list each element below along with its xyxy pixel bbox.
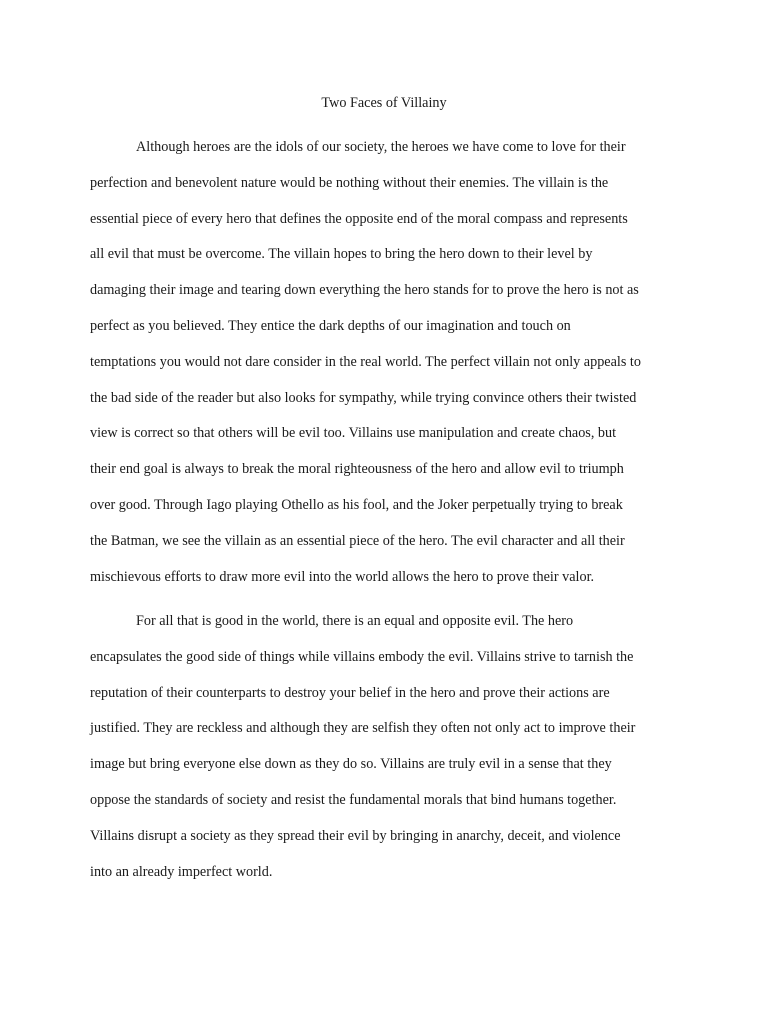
paragraph-line: justified. They are reckless and although they are selfish they often not only act to improve their	[90, 720, 636, 737]
paragraph-line: the bad side of the reader but also looks for sympathy, while trying convince others their twisted	[90, 389, 637, 406]
paragraph-line: view is correct so that others will be evil too. Villains use manipulation and create chaos, but	[90, 425, 617, 442]
paragraph-line: mischievous efforts to draw more evil into the world allows the hero to prove their valor.	[90, 568, 595, 585]
paragraph-line: image but bring everyone else down as they do so. Villains are truly evil in a sense that they	[90, 756, 612, 773]
paragraph-line: temptations you would not dare consider in the real world. The perfect villain not only appeals to	[90, 353, 641, 370]
paragraph-line: Villains disrupt a society as they spread their evil by bringing in anarchy, deceit, and violence	[90, 827, 621, 844]
paragraph-line: the Batman, we see the villain as an essential piece of the hero. The evil character and all their	[90, 532, 625, 549]
paragraph-line: perfect as you believed. They entice the dark depths of our imagination and touch on	[90, 317, 571, 334]
paragraph-line: all evil that must be overcome. The villain hopes to bring the hero down to their level by	[90, 246, 593, 263]
paragraph-line: their end goal is always to break the moral righteousness of the hero and allow evil to triumph	[90, 461, 624, 478]
paragraph-line: For all that is good in the world, there is an equal and opposite evil. The hero	[136, 613, 574, 629]
paragraph-line: over good. Through Iago playing Othello as his fool, and the Joker perpetually trying to break	[90, 496, 623, 513]
paragraph-line: damaging their image and tearing down everything the hero stands for to prove the hero is not as	[90, 282, 639, 299]
paragraph-line: into an already imperfect world.	[90, 863, 273, 880]
paragraph-line: perfection and benevolent nature would be nothing without their enemies. The villain is the	[90, 174, 609, 191]
paragraph-line: oppose the standards of society and resist the fundamental morals that bind humans together.	[90, 791, 617, 808]
paragraph-line: essential piece of every hero that defines the opposite end of the moral compass and represents	[90, 210, 628, 227]
paragraph-line: Although heroes are the idols of our society, the heroes we have come to love for their	[136, 139, 626, 155]
paragraph-line: reputation of their counterparts to destroy your belief in the hero and prove their actions are	[90, 684, 610, 701]
paragraph-2	[90, 604, 678, 890]
paragraph-1	[90, 130, 678, 595]
paragraph-line: encapsulates the good side of things while villains embody the evil. Villains strive to tarnish the	[90, 648, 634, 665]
document-title: Two Faces of Villainy	[321, 95, 447, 111]
